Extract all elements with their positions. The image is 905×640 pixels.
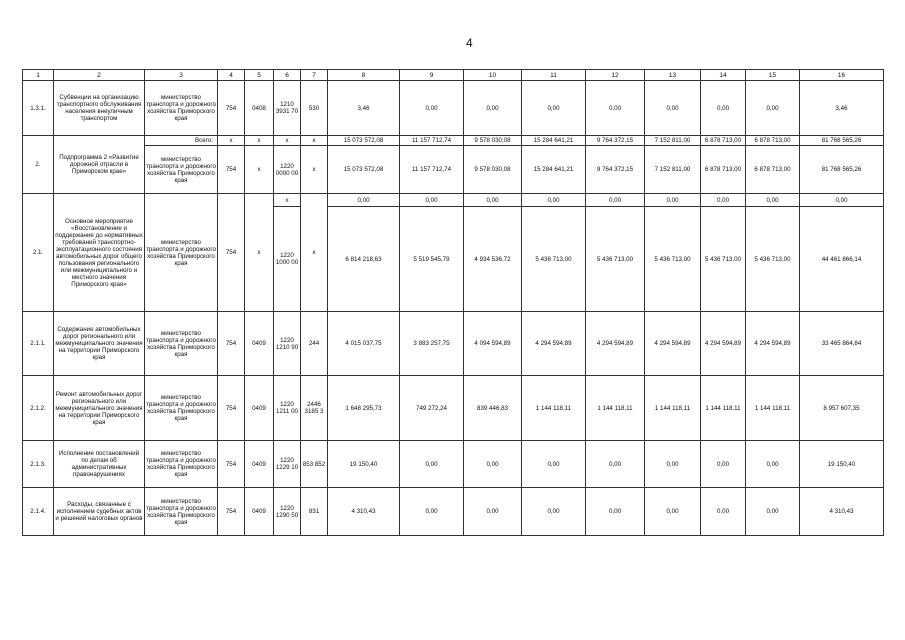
column-header: 4 — [218, 70, 245, 81]
value-cell: 9 578 030,08 — [464, 136, 522, 146]
column-header: 10 — [464, 70, 522, 81]
cell-c4: 754 — [218, 81, 245, 136]
value-cell: 0,00 — [701, 81, 746, 136]
cell-c4: 754 — [218, 312, 245, 376]
value-cell: 0,00 — [800, 194, 884, 207]
row-name: Подпрограмма 2 «Развитие дорожной отрасли в Приморском крае» — [54, 136, 145, 194]
cell-c6: x — [274, 194, 301, 207]
value-cell: 4 310,43 — [328, 488, 400, 536]
column-header: 11 — [522, 70, 586, 81]
value-cell: 0,00 — [645, 194, 701, 207]
value-cell: 7 152 811,00 — [645, 136, 701, 146]
column-header: 5 — [245, 70, 274, 81]
cell-c5: 0409 — [245, 488, 274, 536]
cell-c5: 0409 — [245, 312, 274, 376]
value-cell: 4 094 594,89 — [464, 312, 522, 376]
column-header: 12 — [586, 70, 645, 81]
value-cell: 0,00 — [400, 81, 464, 136]
value-cell: 0,00 — [464, 194, 522, 207]
row-name: Основное мероприятие «Восстановление и поддержание до нормативных требований транспортно-эксплуатационного состояния автомобильных дорог общего пользования регионального или межмуниципального и местного значения Приморского края» — [54, 194, 145, 312]
row-organization: министерство транспорта и дорожного хозяйства Приморского края — [145, 312, 218, 376]
value-cell: 839 446,83 — [464, 376, 522, 441]
cell-c6: 1220 0000 00 — [274, 146, 301, 194]
column-header: 3 — [145, 70, 218, 81]
value-cell: 6 878 713,00 — [701, 136, 746, 146]
cell-c5: 0409 — [245, 441, 274, 488]
row-organization: министерство транспорта и дорожного хозяйства Приморского края — [145, 376, 218, 441]
cell-c4: 754 — [218, 194, 245, 312]
value-cell: 15 284 641,21 — [522, 146, 586, 194]
value-cell: 44 461 866,14 — [800, 207, 884, 312]
value-cell: 1 144 118,11 — [586, 376, 645, 441]
value-cell: 0,00 — [586, 488, 645, 536]
cell-c7: 853 852 — [301, 441, 328, 488]
row-number: 2.1. — [23, 194, 54, 312]
value-cell: 0,00 — [522, 488, 586, 536]
value-cell: 4 294 594,89 — [746, 312, 800, 376]
row-number: 2.1.1. — [23, 312, 54, 376]
value-cell: 4 015 037,75 — [328, 312, 400, 376]
value-cell: 7 152 811,00 — [645, 146, 701, 194]
cell-c5: x — [245, 194, 274, 312]
row-number: 2.1.4. — [23, 488, 54, 536]
column-header: 8 — [328, 70, 400, 81]
value-cell: 1 144 118,11 — [746, 376, 800, 441]
cell-c7: 244 — [301, 312, 328, 376]
value-cell: 0,00 — [701, 194, 746, 207]
cell-c5: x — [245, 146, 274, 194]
value-cell: 0,00 — [586, 81, 645, 136]
column-header: 14 — [701, 70, 746, 81]
value-cell: 4 294 594,89 — [701, 312, 746, 376]
row-organization: министерство транспорта и дорожного хозяйства Приморского края — [145, 81, 218, 136]
cell-c4: x — [218, 136, 245, 146]
value-cell: 1 144 118,11 — [701, 376, 746, 441]
value-cell: 81 768 565,26 — [800, 136, 884, 146]
value-cell: 8 957 607,35 — [800, 376, 884, 441]
column-header: 15 — [746, 70, 800, 81]
value-cell: 9 764 372,15 — [586, 136, 645, 146]
value-cell: 4 294 594,89 — [586, 312, 645, 376]
value-cell: 0,00 — [586, 194, 645, 207]
cell-c7: 530 — [301, 81, 328, 136]
row-name: Содержание автомобильных дорог регионального или межмуниципального значения на территории Приморского края — [54, 312, 145, 376]
value-cell: 15 073 572,08 — [328, 146, 400, 194]
cell-c6: 1220 1290 50 — [274, 488, 301, 536]
row-number: 2. — [23, 136, 54, 194]
cell-c4: 754 — [218, 441, 245, 488]
cell-c4: 754 — [218, 488, 245, 536]
value-cell: 5 436 713,00 — [746, 207, 800, 312]
value-cell: 0,00 — [400, 194, 464, 207]
value-cell: 1 144 118,11 — [645, 376, 701, 441]
value-cell: 0,00 — [400, 488, 464, 536]
value-cell: 0,00 — [701, 488, 746, 536]
cell-c7: 831 — [301, 488, 328, 536]
budget-table — [22, 69, 884, 536]
value-cell: 11 157 712,74 — [400, 146, 464, 194]
row-name: Субвенции на организацию транспортного обслуживания населения внеуличным транспортом — [54, 81, 145, 136]
row-organization: министерство транспорта и дорожного хозяйства Приморского края — [145, 441, 218, 488]
table-row — [23, 136, 884, 146]
value-cell: 0,00 — [645, 441, 701, 488]
value-cell: 9 764 372,15 — [586, 146, 645, 194]
value-cell: 0,00 — [586, 441, 645, 488]
column-header: 13 — [645, 70, 701, 81]
value-cell: 81 768 565,26 — [800, 146, 884, 194]
cell-c7: x — [301, 136, 328, 146]
value-cell: 0,00 — [464, 81, 522, 136]
cell-c5: x — [245, 136, 274, 146]
value-cell: 19 150,40 — [800, 441, 884, 488]
table-row — [23, 488, 884, 536]
table-row — [23, 194, 884, 207]
table-row — [23, 441, 884, 488]
total-label: Всего: — [145, 136, 218, 146]
cell-c7: x — [301, 194, 328, 312]
value-cell: 3 883 257,75 — [400, 312, 464, 376]
cell-c6: x — [274, 136, 301, 146]
value-cell: 1 648 295,73 — [328, 376, 400, 441]
table-row — [23, 146, 884, 194]
value-cell: 9 578 030,08 — [464, 146, 522, 194]
column-header: 16 — [800, 70, 884, 81]
value-cell: 0,00 — [328, 194, 400, 207]
value-cell: 15 073 572,08 — [328, 136, 400, 146]
row-name: Расходы, связанные с исполнением судебных актов и решений налоговых органов — [54, 488, 145, 536]
value-cell: 0,00 — [522, 81, 586, 136]
cell-c6: 1220 1000 00 — [274, 207, 301, 312]
value-cell: 0,00 — [746, 81, 800, 136]
cell-c6: 1220 1229 10 — [274, 441, 301, 488]
value-cell: 3,46 — [800, 81, 884, 136]
value-cell: 33 465 864,84 — [800, 312, 884, 376]
column-header: 1 — [23, 70, 54, 81]
value-cell: 4 294 594,89 — [645, 312, 701, 376]
row-name: Исполнение постановлений по делам об административных правонарушениях — [54, 441, 145, 488]
row-number: 2.1.3. — [23, 441, 54, 488]
header-row — [23, 70, 884, 81]
value-cell: 0,00 — [464, 488, 522, 536]
value-cell: 4 934 536,72 — [464, 207, 522, 312]
row-organization: министерство транспорта и дорожного хозяйства Приморского края — [145, 488, 218, 536]
cell-c7: 2446 3185 3 — [301, 376, 328, 441]
value-cell: 5 436 713,00 — [645, 207, 701, 312]
value-cell: 4 310,43 — [800, 488, 884, 536]
value-cell: 5 519 545,79 — [400, 207, 464, 312]
row-number: 1.3.1. — [23, 81, 54, 136]
cell-c4: 754 — [218, 376, 245, 441]
page-number: 4 — [466, 36, 473, 50]
column-header: 6 — [274, 70, 301, 81]
value-cell: 15 284 641,21 — [522, 136, 586, 146]
value-cell: 5 436 713,00 — [586, 207, 645, 312]
cell-c6: 1220 1210 90 — [274, 312, 301, 376]
value-cell: 19 150,40 — [328, 441, 400, 488]
value-cell: 0,00 — [464, 441, 522, 488]
cell-c7: x — [301, 146, 328, 194]
value-cell: 0,00 — [746, 488, 800, 536]
value-cell: 3,46 — [328, 81, 400, 136]
row-organization: министерство транспорта и дорожного хозяйства Приморского края — [145, 194, 218, 312]
row-name: Ремонт автомобильных дорог регионального или межмуниципального значения на территории Приморского края — [54, 376, 145, 441]
value-cell: 0,00 — [701, 441, 746, 488]
column-header: 2 — [54, 70, 145, 81]
value-cell: 11 157 712,74 — [400, 136, 464, 146]
cell-c5: 0408 — [245, 81, 274, 136]
value-cell: 0,00 — [400, 441, 464, 488]
value-cell: 5 436 713,00 — [701, 207, 746, 312]
column-header: 7 — [301, 70, 328, 81]
row-organization: министерство транспорта и дорожного хозяйства Приморского края — [145, 146, 218, 194]
table-row — [23, 312, 884, 376]
value-cell: 6 814 218,63 — [328, 207, 400, 312]
value-cell: 0,00 — [746, 194, 800, 207]
value-cell: 0,00 — [522, 441, 586, 488]
value-cell: 0,00 — [522, 194, 586, 207]
cell-c6: 1220 1211 00 — [274, 376, 301, 441]
value-cell: 4 294 594,89 — [522, 312, 586, 376]
value-cell: 749 272,24 — [400, 376, 464, 441]
value-cell: 1 144 118,11 — [522, 376, 586, 441]
column-header: 9 — [400, 70, 464, 81]
table-row — [23, 376, 884, 441]
value-cell: 0,00 — [645, 81, 701, 136]
value-cell: 5 436 713,00 — [522, 207, 586, 312]
value-cell: 6 878 713,00 — [746, 146, 800, 194]
cell-c6: 1210 3931 70 — [274, 81, 301, 136]
value-cell: 6 878 713,00 — [746, 136, 800, 146]
row-number: 2.1.2. — [23, 376, 54, 441]
value-cell: 0,00 — [645, 488, 701, 536]
table-row — [23, 81, 884, 136]
cell-c4: 754 — [218, 146, 245, 194]
value-cell: 0,00 — [746, 441, 800, 488]
value-cell: 6 878 713,00 — [701, 146, 746, 194]
cell-c5: 0409 — [245, 376, 274, 441]
